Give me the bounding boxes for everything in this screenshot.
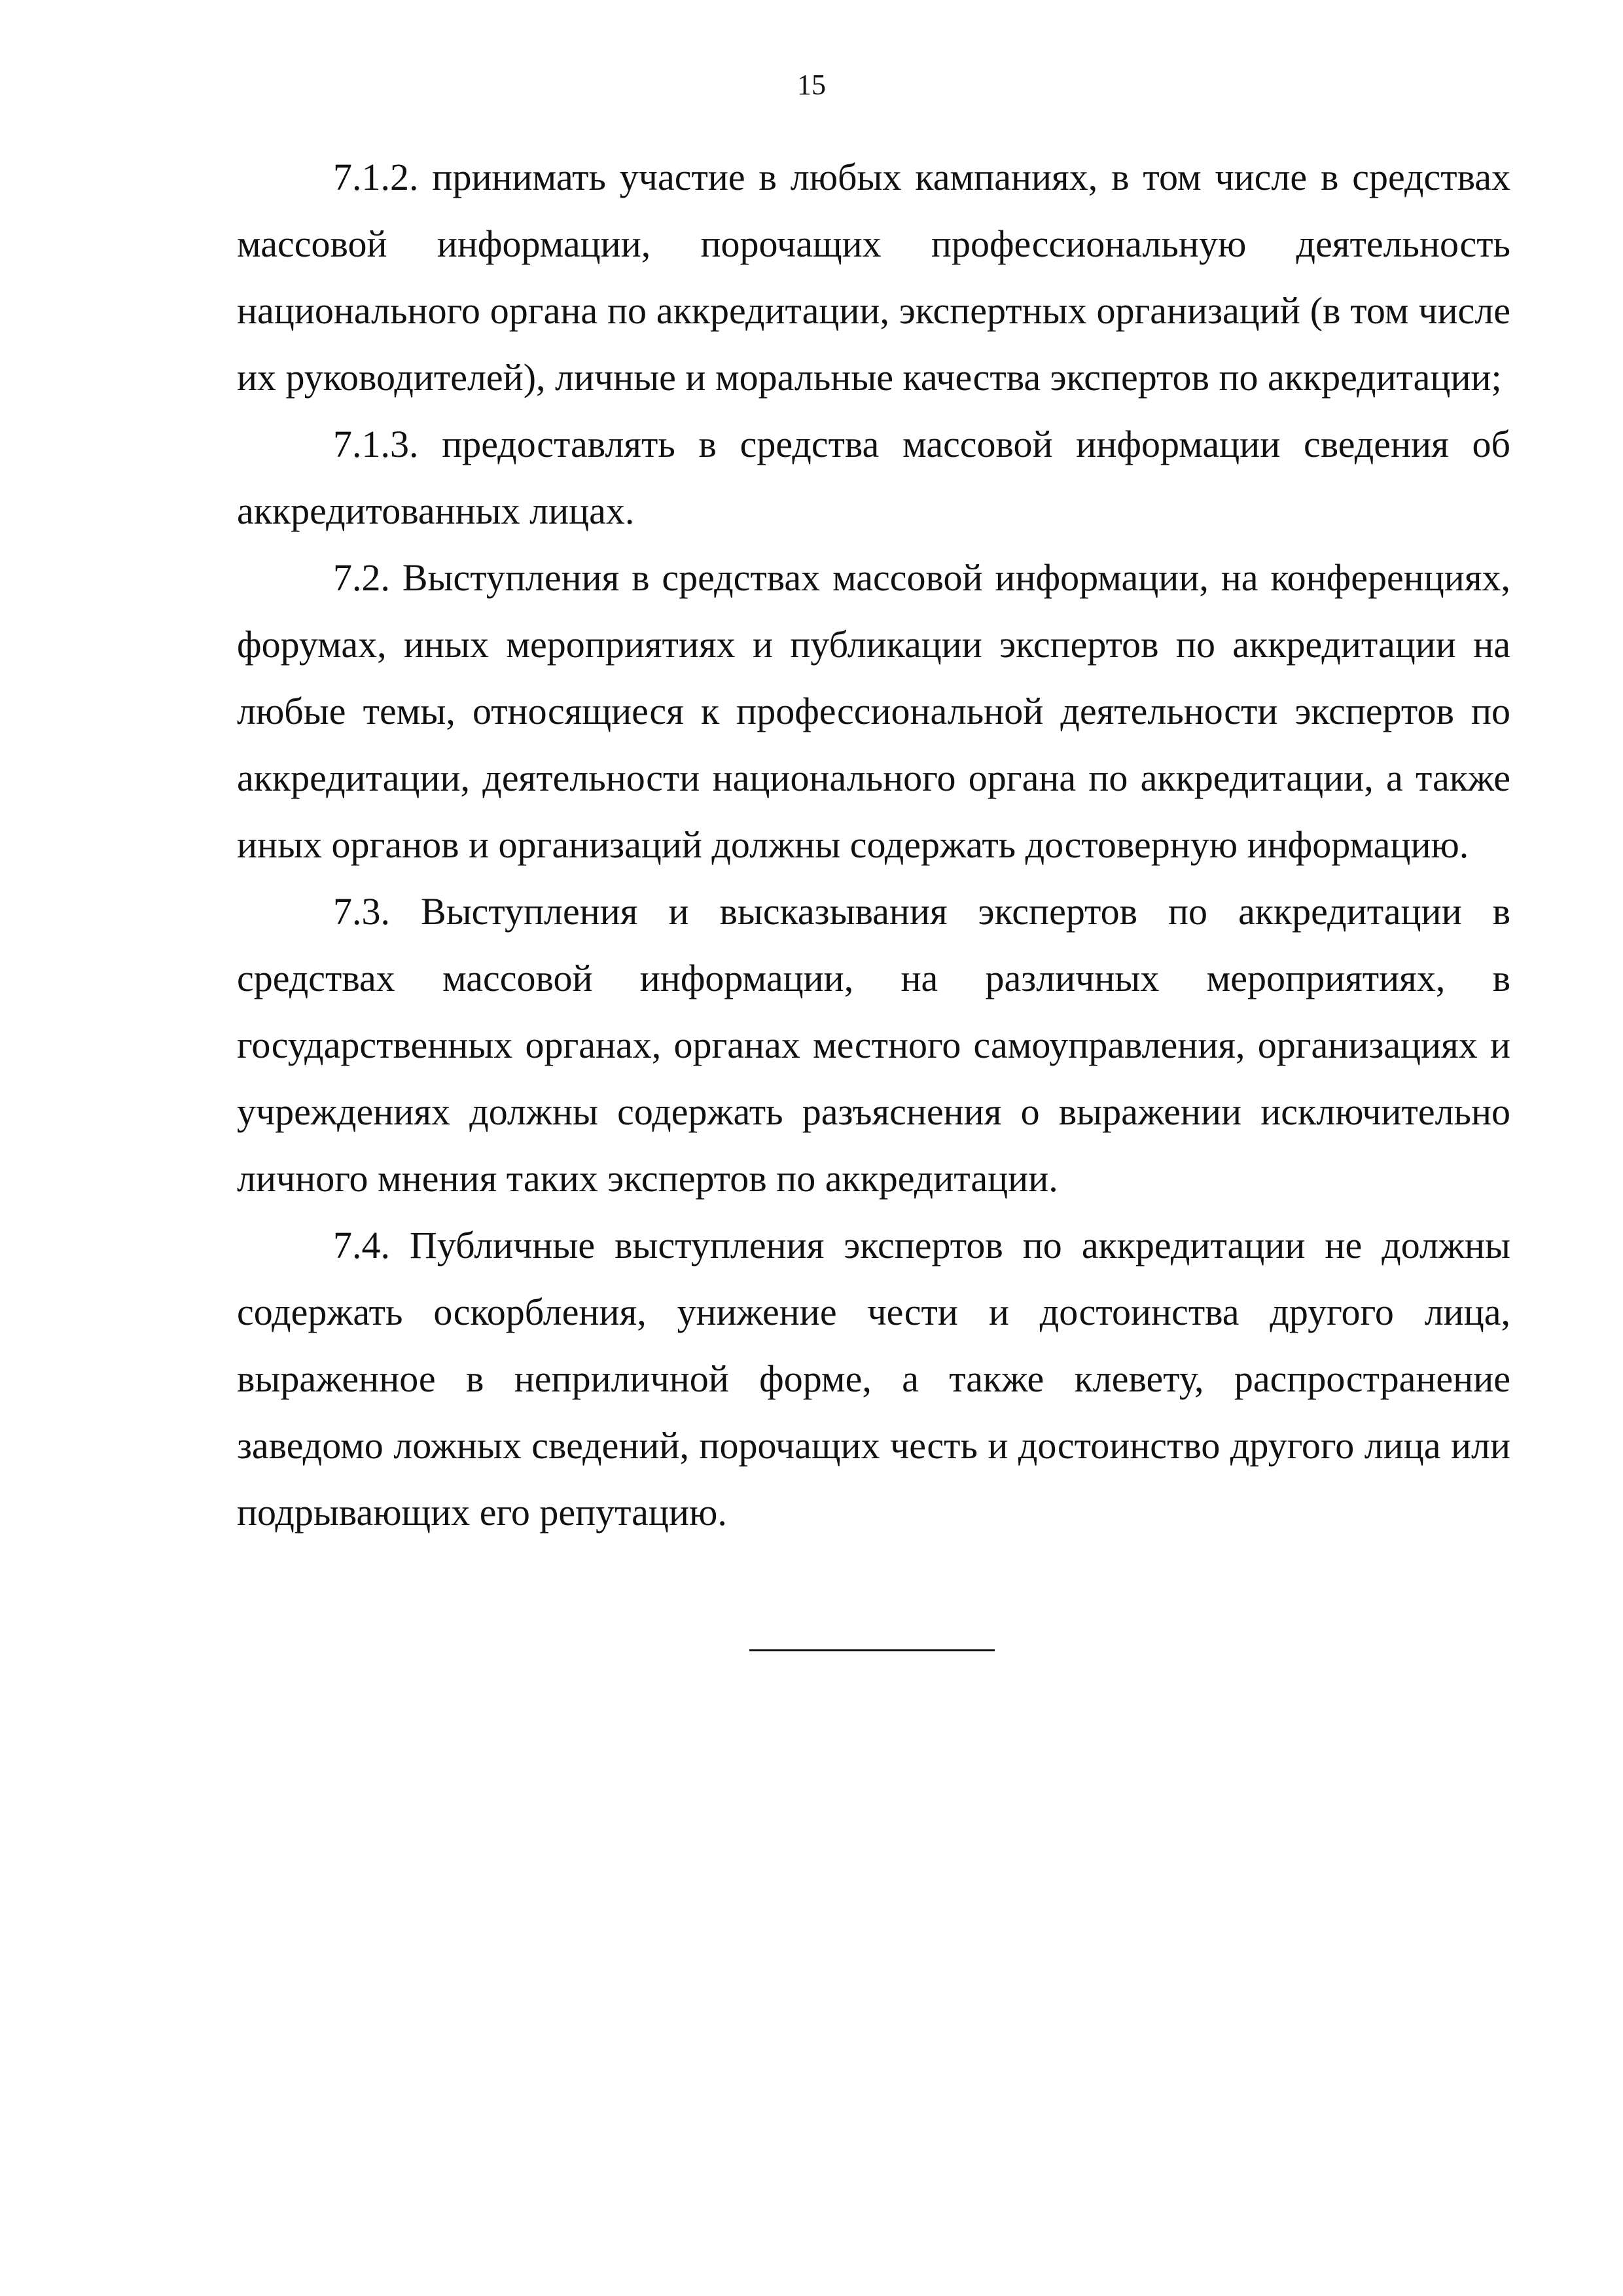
paragraph-7-3: 7.3. Выступления и высказывания экспертов по аккредитации в средствах массовой информации, на различных мероприятиях, в государственных органах, органах местного самоуправления, организациях и учреждениях должны содержать разъяснения о выражении исключительно личного мнения таких экспертов по аккредитации. [237,890,1510,1200]
paragraph-7-2: 7.2. Выступления в средствах массовой информации, на конференциях, форумах, иных мероприятиях и публикации экспертов по аккредитации на любые темы, относящиеся к профессиональной деятельности экспертов по аккредитации, деятельности национального органа по аккредитации, а также иных органов и организаций должны содержать достоверную информацию. [237,556,1510,866]
paragraph-7-1-3: 7.1.3. предоставлять в средства массовой информации сведения об аккредитованных лицах. [237,423,1510,532]
end-divider-line [749,1649,995,1651]
document-body [237,144,1510,1546]
paragraph-7-1-2: 7.1.2. принимать участие в любых кампаниях, в том числе в средствах массовой информации, порочащих профессиональную деятельность национального органа по аккредитации, экспертных организаций (в том числе их руководителей), личные и моральные качества экспертов по аккредитации; [237,156,1510,399]
paragraph-7-4: 7.4. Публичные выступления экспертов по аккредитации не должны содержать оскорбления, унижение чести и достоинства другого лица, выраженное в неприличной форме, а также клевету, распространение заведомо ложных сведений, порочащих честь и достоинство другого лица или подрывающих его репутацию. [237,1224,1510,1534]
page-number: 15 [797,69,826,101]
